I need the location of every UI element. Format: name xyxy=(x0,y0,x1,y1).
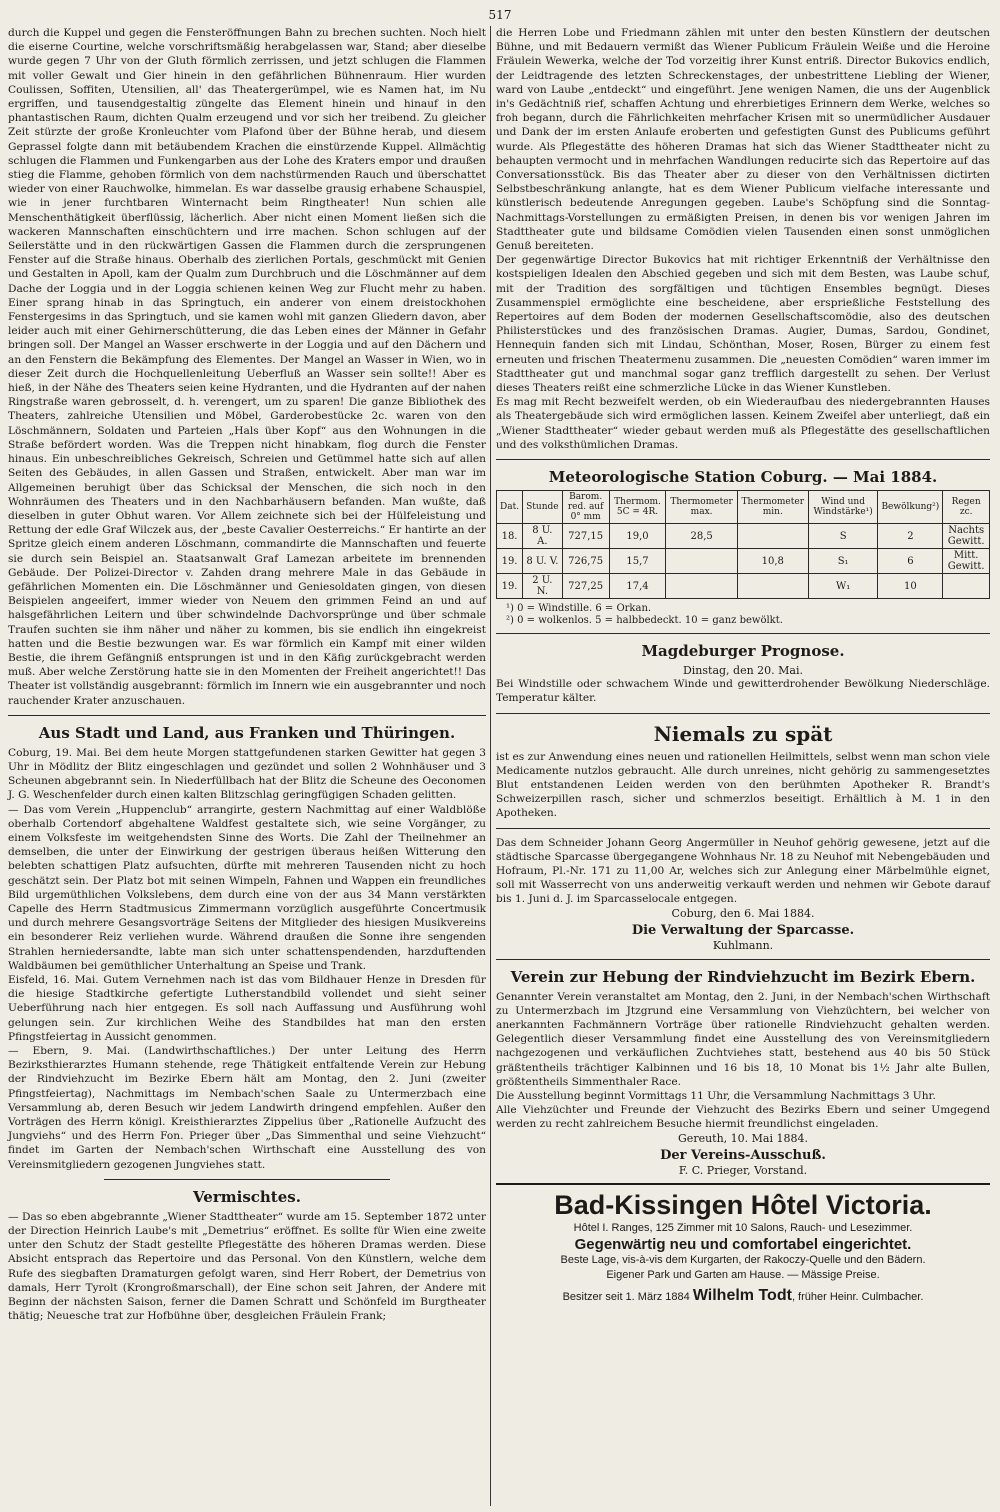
article-continued: die Herren Lobe und Friedmann zählen mit unter den besten Künstlern der deutschen Bühne, und mit Bedauern vermißt das Wiener Publicum Fräulein Weiße und die Heroine Fräulein Wewerka, welche der Tod vorzeitig ihrer Kunst entriß. Director Bukovics endlich, der Leidtragende des letzten Schreckenstages, der unbestrittene Liebling der Wiener, ward von Laube „entdeckt“ und eingeführt. Jene wenigen Namen, die uns der Augenblick in's Gedächtniß rief, schaffen Achtung und ehrerbietiges Erinnern dem Werke, welches so froh begann, durch die Fährlichkeiten mehrfacher Krisen mit so unermüdlicher Ausdauer und Dank der im ersten Anlaufe eroberten und gefestigten Gunst des Publicums geführt wurde. Als Pflegestätte des höheren Dramas hat sich das Wiener Stadttheater nicht zu behaupten vermocht und in mehrfachen Wandlungen reducirte sich das Repertoire auf das Conversationsstück. Bis das Theater aber zu dieser von den Verhältnissen dictirten Selbstbeschränkung anlangte, hat es dem Wiener Publicum vielfache interessante und künstlerisch bedeutende Anregungen gegeben. Laube's Schöpfung sind die Sonntag-Nachmittags-Vorstellungen zu ermäßigten Preisen, in denen bis vor wenigen Jahren im Stadttheater gute und bildsame Comödien vielen Tausenden einen sonst unmöglichen Genuß bereiteten. xyxy=(496,27,990,253)
header-cell: Bewölkung²) xyxy=(878,491,943,524)
header-cell: Wind und Windstärke¹) xyxy=(808,491,878,524)
table-cell xyxy=(943,574,990,599)
prognosis-date: Dinstag, den 20. Mai. xyxy=(682,664,804,678)
hotel-ad-owner-since: Besitzer seit 1. März 1884 xyxy=(562,1290,690,1303)
header-cell: Thermometer min. xyxy=(737,491,808,524)
separator xyxy=(104,1179,391,1180)
separator xyxy=(496,713,990,714)
table-cell xyxy=(737,574,808,599)
table-footnote: ¹) 0 = Windstille. 6 = Orkan. xyxy=(506,603,652,615)
verein-schedule: Die Ausstellung beginnt Vormittags 11 Uhr, die Versammlung Nachmittags 3 Uhr. xyxy=(496,1089,936,1102)
table-cell: S₁ xyxy=(808,549,878,574)
header-cell: Stunde xyxy=(523,491,563,524)
table-cell: 2 xyxy=(878,524,943,549)
table-cell: 15,7 xyxy=(609,549,666,574)
table-footnote: ²) 0 = wolkenlos. 5 = halbbedeckt. 10 = ganz bewölkt. xyxy=(506,615,783,627)
hotel-ad-owner-name: Wilhelm Todt xyxy=(692,1286,792,1304)
separator xyxy=(496,633,990,634)
table-cell: 8 U. V. xyxy=(523,549,563,574)
prognosis-text: Bei Windstille oder schwachem Winde und gewitterdrohender Bewölkung Niederschläge. Temperatur kälter. xyxy=(496,678,990,705)
verein-text: Genannter Verein veranstaltet am Montag, den 2. Juni, in der Nembach'schen Wirthschaft zu Untermerzbach im Jtzgrund eine Versammlung von Viehzüchtern, bei welcher von anerkannten Fachmännern Vorträge über rationelle Rindviehzucht gehalten werden. Gelegentlich dieser Versammlung findet eine Ausstellung des von Vereinsmitgliedern nachgezogenen und verkäuflichen Zuchtviehes statt, bestehend aus 40 bis 50 Stück gräßtentheils trächtiger Kalbinnen und 16 bis 18, 10 Monat bis 1½ Jahr alte Bullen, größtentheils Simmenthaler Race. xyxy=(496,990,990,1088)
table-cell: S xyxy=(808,524,878,549)
table-cell xyxy=(737,524,808,549)
column-divider xyxy=(490,26,491,1506)
table-cell: Nachts Gewitt. xyxy=(943,524,990,549)
weather-table xyxy=(496,490,990,599)
news-huppenclub: — Das vom Verein „Huppenclub“ arrangirte, gestern Nachmittag auf einer Waldblöße oberhalb Cortendorf abgehaltene Waldfest gestaltete sich, wie seine Vorgänger, zu einem Volksfeste im weitgehendsten Sinne des Worts. Die Zahl der Theilnehmer an demselben, die unter der Einwirkung der gestrigen überaus heißen Witterung den belebten schattigen Platz aufsuchten, dürfte mit mehreren Tausenden nicht zu hoch geschätzt sein. Der Platz bot mit seinen Wimpeln, Fahnen und Wappen ein freundliches Bild urgemüthlichen Volkslebens, dem durch eine von der aus 34 Mann verstärkten Capelle des Herrn Stadtmusicus Zimmermann vorzüglich ausgeführte Concertmusik und durch mehrere Gesangsvorträge Seitens der Mitglieder des hiesigen Musikvereins ein besonderer Reiz verliehen wurde. Während draußen die Sonne ihre sengenden Strahlen herniedersandte, labte man sich unter schattenspendenden, harzduftenden Waldbäumen bei gemüthlicher Unterhaltung an Speise und Trank. xyxy=(8,803,486,972)
article-director: Der gegenwärtige Director Bukovics hat mit richtiger Erkenntniß der Verhältnisse den kostspieligen Idealen den Abschied gegeben und sich mit dem Besten, was Laube schuf, mit der Tradition des sorgfältigen und tüchtigen Ensembles begnügt. Dieses Zusammenspiel ermöglichte eine bescheidene, aber ersprießliche Feststellung des Repertoires auf dem Boden der modernen Gesellschaftscomödie, also des deutschen Philisterstückes und des französischen Dramas. Augier, Dumas, Sardou, Gondinet, Hennequin fanden sich mit Lindau, Schönthan, Moser, Rosen, Bürger zu einem fest erneuten und frischen Theatermenu zusammen. Die „neuesten Comödien“ waren immer im Stadttheater gut und manchmal sogar ganz trefflich dargestellt zu sehen. Der Verlust dieses Theaters reißt eine schmerzliche Lücke in das Wiener Kunstleben. xyxy=(496,254,990,395)
notice-house-sale: Das dem Schneider Johann Georg Angermüller in Neuhof gehörig gewesene, jetzt auf die städtische Sparcasse übergegangene Wohnhaus Nr. 18 zu Neuhof mit Nebengebäuden und Hofraum, Pl.-Nr. 171 zu 11,00 Ar, welches sich zur Anlegung einer Märbelmühle eignet, soll mit Wasserrecht von uns anderweitig verkauft werden und nehmen wir Gebote darauf bis 1. Juni d. J. im Sparcasselocale entgegen. xyxy=(496,836,990,906)
separator xyxy=(496,959,990,960)
separator xyxy=(8,715,486,716)
verein-signer: F. C. Prieger, Vorstand. xyxy=(678,1163,808,1177)
header-cell: Thermom. 5C = 4R. xyxy=(609,491,666,524)
table-cell: 19. xyxy=(497,549,523,574)
verein-place-date: Gereuth, 10. Mai 1884. xyxy=(678,1131,808,1145)
table-cell: 19. xyxy=(497,574,523,599)
article-stadttheater: — Das so eben abgebrannte „Wiener Stadttheater“ wurde am 15. September 1872 unter der Direction Heinrich Laube's mit „Demetrius“ eröffnet. Es sollte für Wien eine zweite unter den Schutz der Stadt gestellte Pflegestätte des höheren Dramas werden. Diese Absicht entsprach das Repertoire und das Personal. Von den Künstlern, welche dem Rufe des siegbaften Dramaturgen gefolgt waren, sind Herr Robert, der Demetrius von damals, Herr Tyrolt (Krongroßmarschall), der Eine schon seit Jahren, der Andere mit Beginn der nächsten Saison, ferner die Damen Schratt und Schönfeld im Burgtheater thätig; Neuesche trat zur Hofbühne über, desgleichen Fräulein Frank; xyxy=(8,1210,486,1323)
heading-vermischtes: Vermischtes. xyxy=(193,1187,301,1206)
hotel-ad-title: Bad-Kissingen Hôtel Victoria. xyxy=(554,1189,932,1220)
hotel-ad-line: Beste Lage, vis-à-vis dem Kurgarten, der Rakoczy-Quelle und den Bädern. xyxy=(560,1253,926,1266)
table-cell: Mitt. Gewitt. xyxy=(943,549,990,574)
heading-verein: Verein zur Hebung der Rindviehzucht im Bezirk Ebern. xyxy=(510,967,976,986)
notice-signer: Kuhlmann. xyxy=(712,938,774,952)
news-ebern: — Ebern, 9. Mai. (Landwirthschaftliches.) Der unter Leitung des Herrn Bezirksthierarztes Humann stehende, rege Thätigkeit entfaltende Verein zur Hebung der Rindviehzucht im Bezirke Ebern hält am Montag, den 2. Juni (zweiter Pfingstfeiertag), Nachmittags im Nembach'schen Saale zu Untermerzbach eine Versammlung ab, deren Besuch wir jedem Landwirth dringend empfehlen. Außer den Vorträgen des Herrn königl. Kreisthierarztes Zippelius über „Rationelle Aufzucht des Jungviehs“ und des Herrn Fon. Prieger über „Das Simmenthal und seine Viehzucht“ findet im Garten der Nembach'schen Wirthschaft eine Ausstellung des von Vereinsmitgliedern gezogenen Jungviehes statt. xyxy=(8,1045,486,1171)
hotel-ad-line: Hôtel I. Ranges, 125 Zimmer mit 10 Salons, Rauch- und Lesezimmer. xyxy=(573,1221,913,1234)
table-cell xyxy=(666,574,737,599)
notice-place-date: Coburg, den 6. Mai 1884. xyxy=(671,906,815,920)
article-rebuild: Es mag mit Recht bezweifelt werden, ob ein Wiederaufbau des niedergebrannten Hauses als Theatergebäude sich wird ermöglichen lassen. Keinem Zweifel aber unterliegt, daß ein „Wiener Stadttheater“ wieder gebaut werden muß als Pflegestätte des gesellschaftlichen und des volksthümlichen Dramas. xyxy=(496,396,990,451)
right-column xyxy=(496,26,990,1305)
heading-prognosis: Magdeburger Prognose. xyxy=(641,642,845,661)
table-cell: 727,25 xyxy=(562,574,609,599)
table-row xyxy=(497,524,990,549)
header-cell: Thermometer max. xyxy=(666,491,737,524)
hotel-ad-owner-prev: , früher Heinr. Culmbacher. xyxy=(791,1290,924,1303)
heading-local-news: Aus Stadt und Land, aus Franken und Thüringen. xyxy=(38,723,456,742)
separator xyxy=(496,459,990,460)
table-cell: W₁ xyxy=(808,574,878,599)
news-eisfeld: Eisfeld, 16. Mai. Gutem Vernehmen nach ist das vom Bildhauer Henze in Dresden für die hiesige Stadtkirche gefertigte Lutherstandbild vollendet und sieht seiner Ueberführung nach hier entgegen. Es soll nach Auffassung und Ausführung wohl gelungen sein. Zur kirchlichen Weihe des Standbildes hat man den ersten Pfingstfeiertag in Aussicht genommen. xyxy=(8,974,486,1043)
heading-niemals: Niemals zu spät xyxy=(653,721,833,746)
news-coburg: Coburg, 19. Mai. Bei dem heute Morgen stattgefundenen starken Gewitter hat gegen 3 Uhr in Mödlitz der Blitz eingeschlagen und gezündet und sollen 2 Wohnhäuser und 3 Scheunen abgebrannt sein. In Niederfüllbach hat der Blitz die Scheune des Oeconomen J. G. Weschenfelder durch einen kalten Blitzschlag geringfügigen Schaden gelitten. xyxy=(8,746,486,802)
table-cell: 727,15 xyxy=(562,524,609,549)
table-cell: 726,75 xyxy=(562,549,609,574)
header-cell: Regen zc. xyxy=(943,491,990,524)
hotel-ad-line: Gegenwärtig neu und comfortabel eingerichtet. xyxy=(574,1235,912,1253)
page-number: 517 xyxy=(488,8,512,22)
table-cell: 19,0 xyxy=(609,524,666,549)
separator xyxy=(496,828,990,829)
table-cell: 6 xyxy=(878,549,943,574)
header-cell: Barom. red. auf 0° mm xyxy=(562,491,609,524)
table-cell: 10,8 xyxy=(737,549,808,574)
table-cell: 2 U. N. xyxy=(523,574,563,599)
table-cell xyxy=(666,549,737,574)
table-cell: 8 U. A. xyxy=(523,524,563,549)
table-cell: 17,4 xyxy=(609,574,666,599)
verein-invitation: Alle Viehzüchter und Freunde der Viehzucht des Bezirks Ebern und seiner Umgegend werden zu recht zahlreichem Besuche hiermit freundlichst eingeladen. xyxy=(496,1104,990,1131)
notice-signature: Die Verwaltung der Sparcasse. xyxy=(631,922,855,938)
hotel-advertisement xyxy=(496,1183,990,1305)
heading-meteorology: Meteorologische Station Coburg. — Mai 1884. xyxy=(548,468,938,487)
left-column xyxy=(8,26,486,1323)
table-cell: 18. xyxy=(497,524,523,549)
hotel-ad-line: Eigener Park und Garten am Hause. — Mässige Preise. xyxy=(606,1268,880,1281)
header-cell: Dat. xyxy=(497,491,523,524)
table-row xyxy=(497,574,990,599)
ad-schweizerpillen: ist es zur Anwendung eines neuen und rationellen Heilmittels, selbst wenn man schon viele Medicamente nutzlos gebraucht. Alle durch unreines, nicht gehörig zu sammengesetztes Blut entstandenen Leiden werden von den berühmten Apotheker R. Brandt's Schweizerpillen rasch, sicher und schmerzlos beseitigt. Erhältlich à M. 1 in den Apotheken. xyxy=(496,750,990,820)
weather-table-header xyxy=(497,491,990,524)
verein-signature: Der Vereins-Ausschuß. xyxy=(660,1147,826,1163)
article-theater-fire: durch die Kuppel und gegen die Fensteröffnungen Bahn zu brechen suchten. Noch hielt die eiserne Courtine, welche vorschriftsmäßig herabgelassen war, Stand; aber dieselbe wurde gegen 7 Uhr von der Gluth förmlich zerrissen, und jetzt schlugen die Flammen mit voller Gewalt und Gier hinein in den gefährlichen Bühnenraum. Hier wurden Coulissen, Soffiten, Utensilien, all' das Theatergerümpel, wie es Namen hat, im Nu ergriffen, und tausendgestaltig züngelte das Element hinein und hinauf in den phantastischen Raum, dichten Qualm erzeugend und vor sich her treibend. Zu gleicher Zeit stürzte der große Kronleuchter vom Plafond über der Bühne herab, und diesem Geprassel folgte dann mit betäubendem Krachen die einstürzende Kuppel. Allmächtig schlugen die Flammen und Funkengarben aus der Lohe des Kraters empor und draußen stieg die Flamme, gehoben förmlich von dem nachstürmenden Rauch und überschattet wieder von einer Rauchwolke, himmelan. Es war dasselbe grausig erhabene Schauspiel, wie in jener furchtbaren Winternacht beim Ringtheater! Nun schien alle Menschenthätigkeit überflüssig, lächerlich. Aber nicht einen Moment ließen sich die wackeren Mannschaften einschüchtern und irre machen. Schon schlugen auf der Seilerstätte und in den rückwärtigen Gassen die Flammen durch die zersprungenen Fenster auf die Straße hinaus. Oberhalb des zierlichen Portals, geschmückt mit Genien und Gestalten in Apoll, kam der Qualm zum Durchbruch und die Löschmänner auf dem Dache der Loggia und in der Loggia schienen keinen Weg zur Flucht mehr zu haben. Einer sprang hinab in das Springtuch, ein anderer von einem dreistockhohen Fenstergesims in das Springtuch, und sie kamen wohl mit ganzen Gliedern davon, aber leider auch mit einer Gehirnerschütterung, die das Leben eines der Männer in Gefahr bringen soll. Der Mangel an Wasser erschwerte in der Loggia und auf den Dächern und an den Fenstern die Bekämpfung des Elementes. Der Mangel an Wasser in Wien, wo in dieser Zeit durch die Hochquellenleitung Ueberfluß an Wasser sein sollte!! Aber es hieß, in der Nähe des Theaters seien keine Hydranten, und die Hydranten auf der nahen Ringstraße waren gebrosselt, d. h. verengert, um zu sparen! Die ganze Bibliothek des Theaters, zahlreiche Utensilien und Möbel, Garderobestücke 2c. waren von den Löschmännern, Soldaten und Parteien „Hals über Kopf“ aus den Wohnungen in die Straße befördert worden. Was die Treppen nicht hinabkam, flog durch die Fenster hinaus. Ein unbeschreibliches Gekreisch, Schreien und Getümmel hatte sich auf allen Seiten des Gebäudes, in allen Gassen und Straßen, entwickelt. Aber man war im Allgemeinen beruhigt über das Schicksal der Menschen, die sich noch in den Wohnräumen des Theaters und in den Nachbarhäusern befanden. Man wußte, daß dieselben in guter Obhut waren. Vor Allem zeichnete sich bei der Hülfeleistung und Rettung der edle Graf Wilczek aus, der „beste Cavalier Oesterreichs.“ Er hantirte an der Spritze gleich einem anderen Löschmann, commandirte die Mannschaften und feuerte sie durch sein Beispiel an. Staatsanwalt Graf Lamezan arbeitete im brennenden Gebäude. Der Polizei-Director v. Zahden drang mehrere Male in das Gebäude in gefährlichen Momenten ein. Die Löschmänner und Geniesoldaten gingen, von diesen Beispielen angeeifert, immer wieder von Neuem den grimmen Feind an und auf halsgefährlichen Leitern und über schwindelnde Dachvorsprünge und über schmale Traufen suchten sie ihm näher und näher zu kommen, bis sie endlich ihn eingekreist hatten und die Bestie bezwungen war. Es war förmlich ein Kampf mit einer wilden Bestie, die ihrem Gefängniß entsprungen ist und in den Käfig zurückgebracht werden muß. Aber welche Zerstörung hatte sie in den Momenten der Freiheit angerichtet!! Das Theater ist vollständig ausgebrannt: förmlich im Innern wie ein ausgebrannter und noch rauchender Krater anzuschauen. xyxy=(8,27,486,707)
table-cell: 10 xyxy=(878,574,943,599)
hotel-ad-owner xyxy=(496,1287,990,1305)
table-cell: 28,5 xyxy=(666,524,737,549)
table-row xyxy=(497,549,990,574)
